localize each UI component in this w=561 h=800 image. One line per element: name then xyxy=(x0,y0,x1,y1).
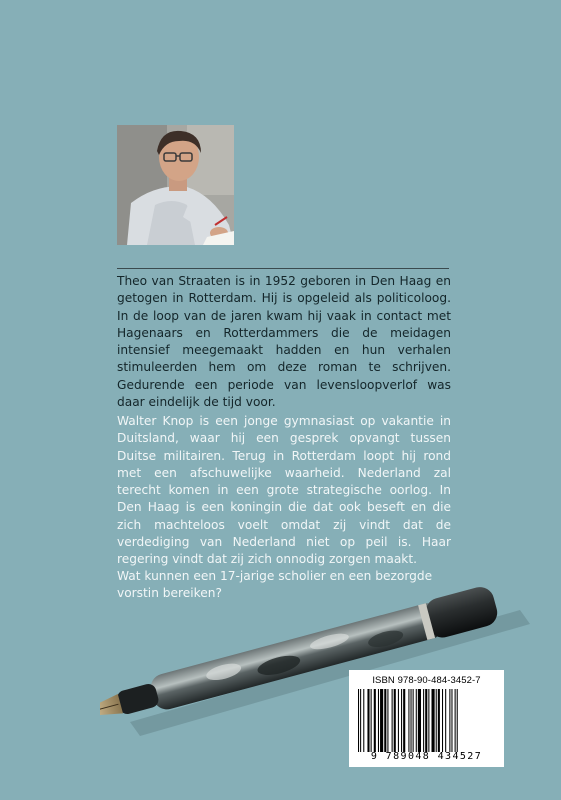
tagline-question: Wat kunnen een 17-jarige scholier en een bezorgde vorstin bereiken? xyxy=(117,569,433,601)
isbn-label: ISBN 978-90-484-3452-7 xyxy=(372,675,481,686)
barcode-bar xyxy=(401,689,402,752)
author-photo xyxy=(117,125,234,245)
barcode-bar xyxy=(371,689,372,752)
barcode-bar xyxy=(423,689,424,752)
barcode-bar xyxy=(413,689,414,752)
barcode-bar xyxy=(451,689,452,752)
divider-line xyxy=(117,268,449,269)
barcode-bar xyxy=(363,689,364,752)
barcode-bar xyxy=(398,689,399,752)
barcode-bar xyxy=(392,689,393,752)
barcode-bar xyxy=(394,689,396,752)
barcode-bar xyxy=(367,689,369,752)
barcode-bar xyxy=(360,689,361,752)
barcode-bar xyxy=(442,689,443,752)
barcode-bar xyxy=(403,689,405,752)
barcode-bar xyxy=(425,689,427,752)
barcode-bar xyxy=(380,689,383,752)
barcode-bar xyxy=(455,689,456,752)
author-photo-image xyxy=(117,125,234,245)
barcode-bar xyxy=(384,689,386,752)
book-synopsis: Walter Knop is een jonge gymnasiast op vakantie in Duitsland, waar hij een gesprek opvangt tussen Duitse militairen. Terug in Rotterdam loopt hij rond met een afschuwelijke waarheid. Nederland zal terecht komen in een grote strategische oorlog. In Den Haag is een koningin die dat ook beseft en die zich machteloos voelt omdat zij vindt dat de verdediging van Nederland niet op peil is. Haar regering vindt dat zij zich onnodig zorgen maakt. xyxy=(117,414,451,567)
barcode-bar xyxy=(449,689,450,752)
barcode-bar xyxy=(457,689,458,752)
barcode-bar xyxy=(428,689,429,752)
author-bio: Theo van Straaten is in 1952 geboren in Den Haag en getogen in Rotterdam. Hij is opgeleid als politicoloog. In de loop van de jaren kwam hij vaak in contact met Hagenaars en Rotterdammers die de meidagen intensief meegemaakt hadden en hun verhalen stimuleerden hem om deze roman te schrijven. Gedurende een periode van levensloopverlof was daar eindelijk de tijd voor. xyxy=(117,274,451,410)
barcode-bars xyxy=(358,689,496,752)
isbn-digits: 9 789048 434527 xyxy=(370,751,483,762)
barcode-bar xyxy=(387,689,388,752)
barcode-bar xyxy=(432,689,435,752)
barcode-bar xyxy=(374,689,376,752)
barcode-bar xyxy=(358,689,359,752)
barcode-bar xyxy=(408,689,409,752)
barcode-bar xyxy=(445,689,446,752)
barcode-bar xyxy=(411,689,412,752)
barcode-bar xyxy=(438,689,440,752)
barcode-bar xyxy=(378,689,379,752)
barcode-bar xyxy=(416,689,417,752)
isbn-barcode xyxy=(349,670,504,767)
barcode-bar xyxy=(436,689,437,752)
barcode-bar xyxy=(418,689,421,752)
